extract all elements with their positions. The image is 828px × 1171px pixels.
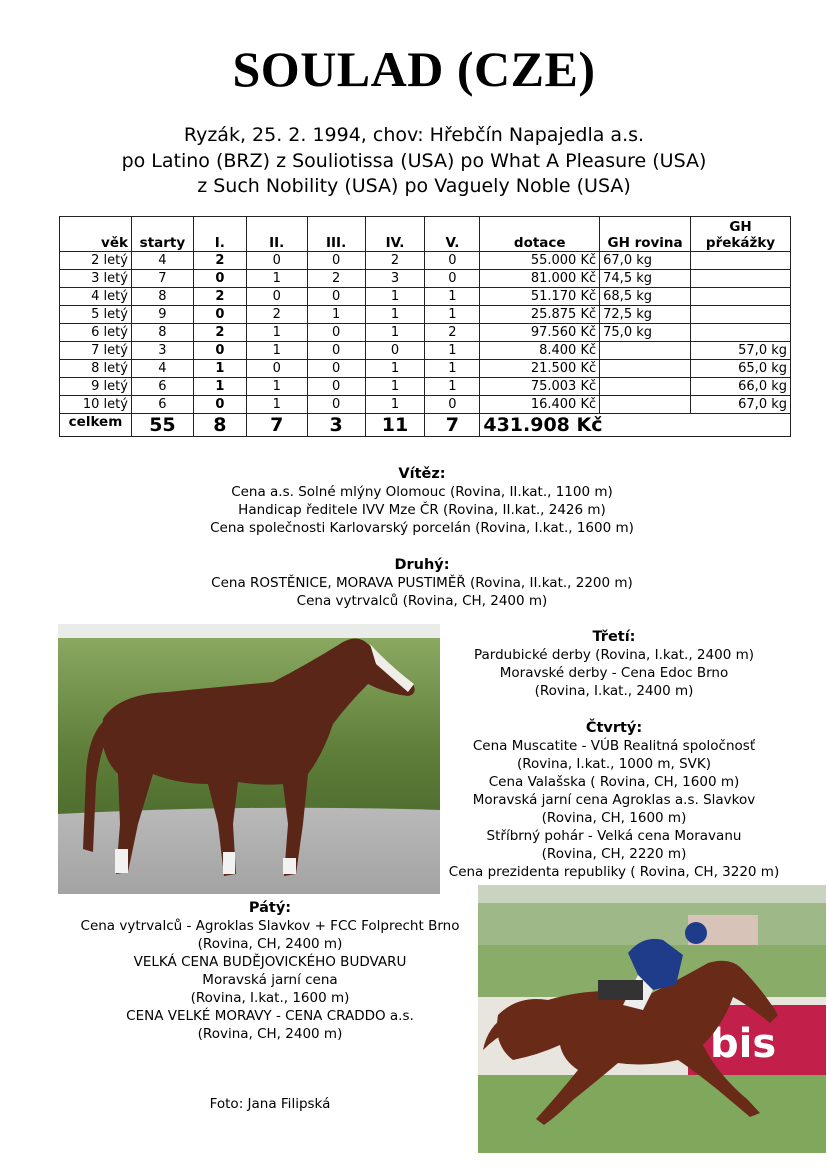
- horse-photo-racing: [478, 885, 826, 1153]
- table-cell: 2: [193, 252, 246, 270]
- table-cell: 57,0 kg: [691, 342, 791, 360]
- table-cell: 0: [307, 252, 365, 270]
- column-header: II.: [246, 217, 307, 252]
- race-line: Cena Valašska ( Rovina, CH, 1600 m): [488, 774, 740, 790]
- table-cell: 67,0 kg: [600, 252, 691, 270]
- total-cell: 8: [193, 414, 246, 437]
- table-cell: [691, 288, 791, 306]
- table-cell: 0: [307, 378, 365, 396]
- table-row: [60, 342, 791, 360]
- header-line-2: po Latino (BRZ) z Souliotissa (USA) po What A Pleasure (USA): [121, 150, 707, 172]
- race-line: (Rovina, CH, 2400 m): [197, 936, 343, 952]
- header-line-1: Ryzák, 25. 2. 1994, chov: Hřebčín Napajedla a.s.: [183, 124, 645, 146]
- total-row: [60, 414, 791, 437]
- table-cell: 1: [365, 396, 425, 414]
- section-heading: Druhý:: [394, 557, 450, 573]
- page-title: SOULAD (CZE): [232, 41, 596, 97]
- race-line: Pardubické derby (Rovina, I.kat., 2400 m): [473, 647, 754, 663]
- column-header: IV.: [365, 217, 425, 252]
- total-cell: 7: [246, 414, 307, 437]
- table-cell: 9 letý: [60, 378, 132, 396]
- table-cell: 5 letý: [60, 306, 132, 324]
- table-cell: 4: [131, 360, 193, 378]
- table-cell: 9: [131, 306, 193, 324]
- table-row: [60, 288, 791, 306]
- race-line: (Rovina, CH, 2220 m): [541, 846, 687, 862]
- table-row: [60, 360, 791, 378]
- race-line: (Rovina, I.kat., 1600 m): [190, 990, 350, 1006]
- table-cell: 8.400 Kč: [480, 342, 600, 360]
- table-cell: 7 letý: [60, 342, 132, 360]
- race-line: Moravské derby - Cena Edoc Brno: [499, 665, 729, 681]
- table-cell: 0: [307, 288, 365, 306]
- race-line: Cena vytrvalců (Rovina, CH, 2400 m): [296, 593, 548, 609]
- table-cell: 0: [246, 288, 307, 306]
- table-cell: 2: [307, 270, 365, 288]
- table-cell: 1: [246, 378, 307, 396]
- section-treti: [446, 628, 782, 700]
- table-cell: 0: [425, 396, 480, 414]
- table-row: [60, 396, 791, 414]
- total-cell: 11: [365, 414, 425, 437]
- column-header: I.: [193, 217, 246, 252]
- table-cell: 1: [425, 378, 480, 396]
- table-row: [60, 378, 791, 396]
- table-cell: [691, 270, 791, 288]
- table-cell: 2: [193, 288, 246, 306]
- table-cell: [691, 306, 791, 324]
- table-cell: 1: [365, 360, 425, 378]
- table-cell: 0: [425, 270, 480, 288]
- table-row: [60, 252, 791, 270]
- table-cell: 0: [307, 360, 365, 378]
- table-row: [60, 270, 791, 288]
- table-cell: 1: [246, 342, 307, 360]
- header-line-3: z Such Nobility (USA) po Vaguely Noble (USA): [197, 175, 631, 197]
- race-line: Handicap ředitele IVV Mze ČR (Rovina, II.kat., 2426 m): [238, 502, 606, 518]
- table-cell: 55.000 Kč: [480, 252, 600, 270]
- banner-text-right: bis: [710, 1021, 777, 1067]
- table-cell: 16.400 Kč: [480, 396, 600, 414]
- race-line: Cena prezidenta republiky ( Rovina, CH, 3220 m): [448, 864, 780, 880]
- column-header: III.: [307, 217, 365, 252]
- table-cell: 1: [307, 306, 365, 324]
- race-line: Moravská jarní cena Agroklas a.s. Slavkov: [472, 792, 756, 808]
- table-cell: 2: [193, 324, 246, 342]
- stats-table: [59, 216, 791, 437]
- table-cell: 1: [193, 378, 246, 396]
- section-heading: Čtvrtý:: [585, 720, 643, 736]
- table-cell: 1: [425, 342, 480, 360]
- section-heading: Vítěz:: [398, 466, 446, 482]
- table-cell: 72,5 kg: [600, 306, 691, 324]
- table-cell: 1: [365, 306, 425, 324]
- table-cell: 66,0 kg: [691, 378, 791, 396]
- table-cell: [691, 252, 791, 270]
- table-cell: 7: [131, 270, 193, 288]
- table-cell: 8 letý: [60, 360, 132, 378]
- table-cell: 1: [365, 378, 425, 396]
- race-line: VELKÁ CENA BUDĚJOVICKÉHO BUDVARU: [133, 954, 407, 970]
- table-cell: 81.000 Kč: [480, 270, 600, 288]
- table-cell: 1: [246, 324, 307, 342]
- table-cell: 8: [131, 288, 193, 306]
- table-cell: 1: [365, 288, 425, 306]
- section-ctvrty: [444, 719, 784, 881]
- table-cell: 1: [193, 360, 246, 378]
- race-line: Stříbrný pohár - Velká cena Moravanu: [486, 828, 742, 844]
- table-cell: 0: [425, 252, 480, 270]
- column-header: starty: [131, 217, 193, 252]
- table-cell: [600, 342, 691, 360]
- table-cell: 0: [307, 324, 365, 342]
- section-druhy: [150, 556, 694, 610]
- horse-photo-standing: [58, 624, 440, 894]
- table-cell: 0: [193, 342, 246, 360]
- column-header: věk: [60, 217, 132, 252]
- column-header: dotace: [480, 217, 600, 252]
- table-cell: 0: [246, 360, 307, 378]
- race-line: Cena ROSTĚNICE, MORAVA PUSTIMĚŘ (Rovina, II.kat., 2200 m): [211, 575, 633, 591]
- photo-credit: Foto: Jana Filipská: [209, 1096, 331, 1112]
- table-cell: 0: [193, 270, 246, 288]
- column-header: GH překážky: [691, 217, 791, 252]
- table-cell: 1: [365, 324, 425, 342]
- table-cell: 10 letý: [60, 396, 132, 414]
- table-cell: [691, 324, 791, 342]
- table-cell: 6: [131, 396, 193, 414]
- race-line: (Rovina, CH, 2400 m): [197, 1026, 343, 1042]
- column-header: GH rovina: [600, 217, 691, 252]
- total-cell: 55: [131, 414, 193, 437]
- table-cell: 0: [246, 252, 307, 270]
- section-heading: Pátý:: [248, 900, 292, 916]
- table-cell: 3 letý: [60, 270, 132, 288]
- table-cell: 21.500 Kč: [480, 360, 600, 378]
- race-line: Cena společnosti Karlovarský porcelán (Rovina, I.kat., 1600 m): [210, 520, 634, 536]
- table-cell: 0: [307, 342, 365, 360]
- table-cell: 0: [365, 342, 425, 360]
- column-header: V.: [425, 217, 480, 252]
- table-cell: [600, 396, 691, 414]
- table-cell: 75.003 Kč: [480, 378, 600, 396]
- table-cell: 0: [193, 396, 246, 414]
- total-cell: 7: [425, 414, 480, 437]
- section-heading: Třetí:: [592, 629, 636, 645]
- total-cell: 431.908 Kč: [480, 414, 791, 437]
- table-cell: 1: [425, 288, 480, 306]
- table-cell: 1: [246, 396, 307, 414]
- table-cell: 0: [307, 396, 365, 414]
- race-line: Cena Muscatite - VÚB Realitná spoločnosť: [472, 738, 756, 754]
- table-cell: 1: [246, 270, 307, 288]
- table-cell: 67,0 kg: [691, 396, 791, 414]
- table-cell: 2 letý: [60, 252, 132, 270]
- table-cell: 51.170 Kč: [480, 288, 600, 306]
- race-line: CENA VELKÉ MORAVY - CENA CRADDO a.s.: [126, 1008, 414, 1024]
- table-row: [60, 306, 791, 324]
- table-cell: 1: [425, 306, 480, 324]
- table-cell: 6: [131, 378, 193, 396]
- table-cell: 1: [425, 360, 480, 378]
- total-cell: celkem: [60, 414, 132, 437]
- section-paty: [70, 899, 470, 1043]
- table-cell: 74,5 kg: [600, 270, 691, 288]
- table-cell: 6 letý: [60, 324, 132, 342]
- race-line: (Rovina, I.kat., 1000 m, SVK): [516, 756, 712, 772]
- table-cell: [600, 378, 691, 396]
- table-cell: 3: [131, 342, 193, 360]
- race-line: (Rovina, CH, 1600 m): [541, 810, 687, 826]
- race-line: Moravská jarní cena: [202, 972, 338, 988]
- table-cell: 4 letý: [60, 288, 132, 306]
- table-cell: 2: [425, 324, 480, 342]
- table-cell: 65,0 kg: [691, 360, 791, 378]
- table-cell: 8: [131, 324, 193, 342]
- table-cell: 3: [365, 270, 425, 288]
- race-line: (Rovina, I.kat., 2400 m): [534, 683, 694, 699]
- table-cell: [600, 360, 691, 378]
- race-line: Cena vytrvalců - Agroklas Slavkov + FCC Folprecht Brno: [80, 918, 460, 934]
- table-cell: 4: [131, 252, 193, 270]
- table-cell: 68,5 kg: [600, 288, 691, 306]
- table-cell: 25.875 Kč: [480, 306, 600, 324]
- total-cell: 3: [307, 414, 365, 437]
- table-cell: 75,0 kg: [600, 324, 691, 342]
- section-vitez: [150, 465, 694, 537]
- race-line: Cena a.s. Solné mlýny Olomouc (Rovina, II.kat., 1100 m): [231, 484, 613, 500]
- table-row: [60, 324, 791, 342]
- table-cell: 0: [193, 306, 246, 324]
- table-cell: 2: [246, 306, 307, 324]
- table-cell: 97.560 Kč: [480, 324, 600, 342]
- table-cell: 2: [365, 252, 425, 270]
- table-header-row: [60, 217, 791, 252]
